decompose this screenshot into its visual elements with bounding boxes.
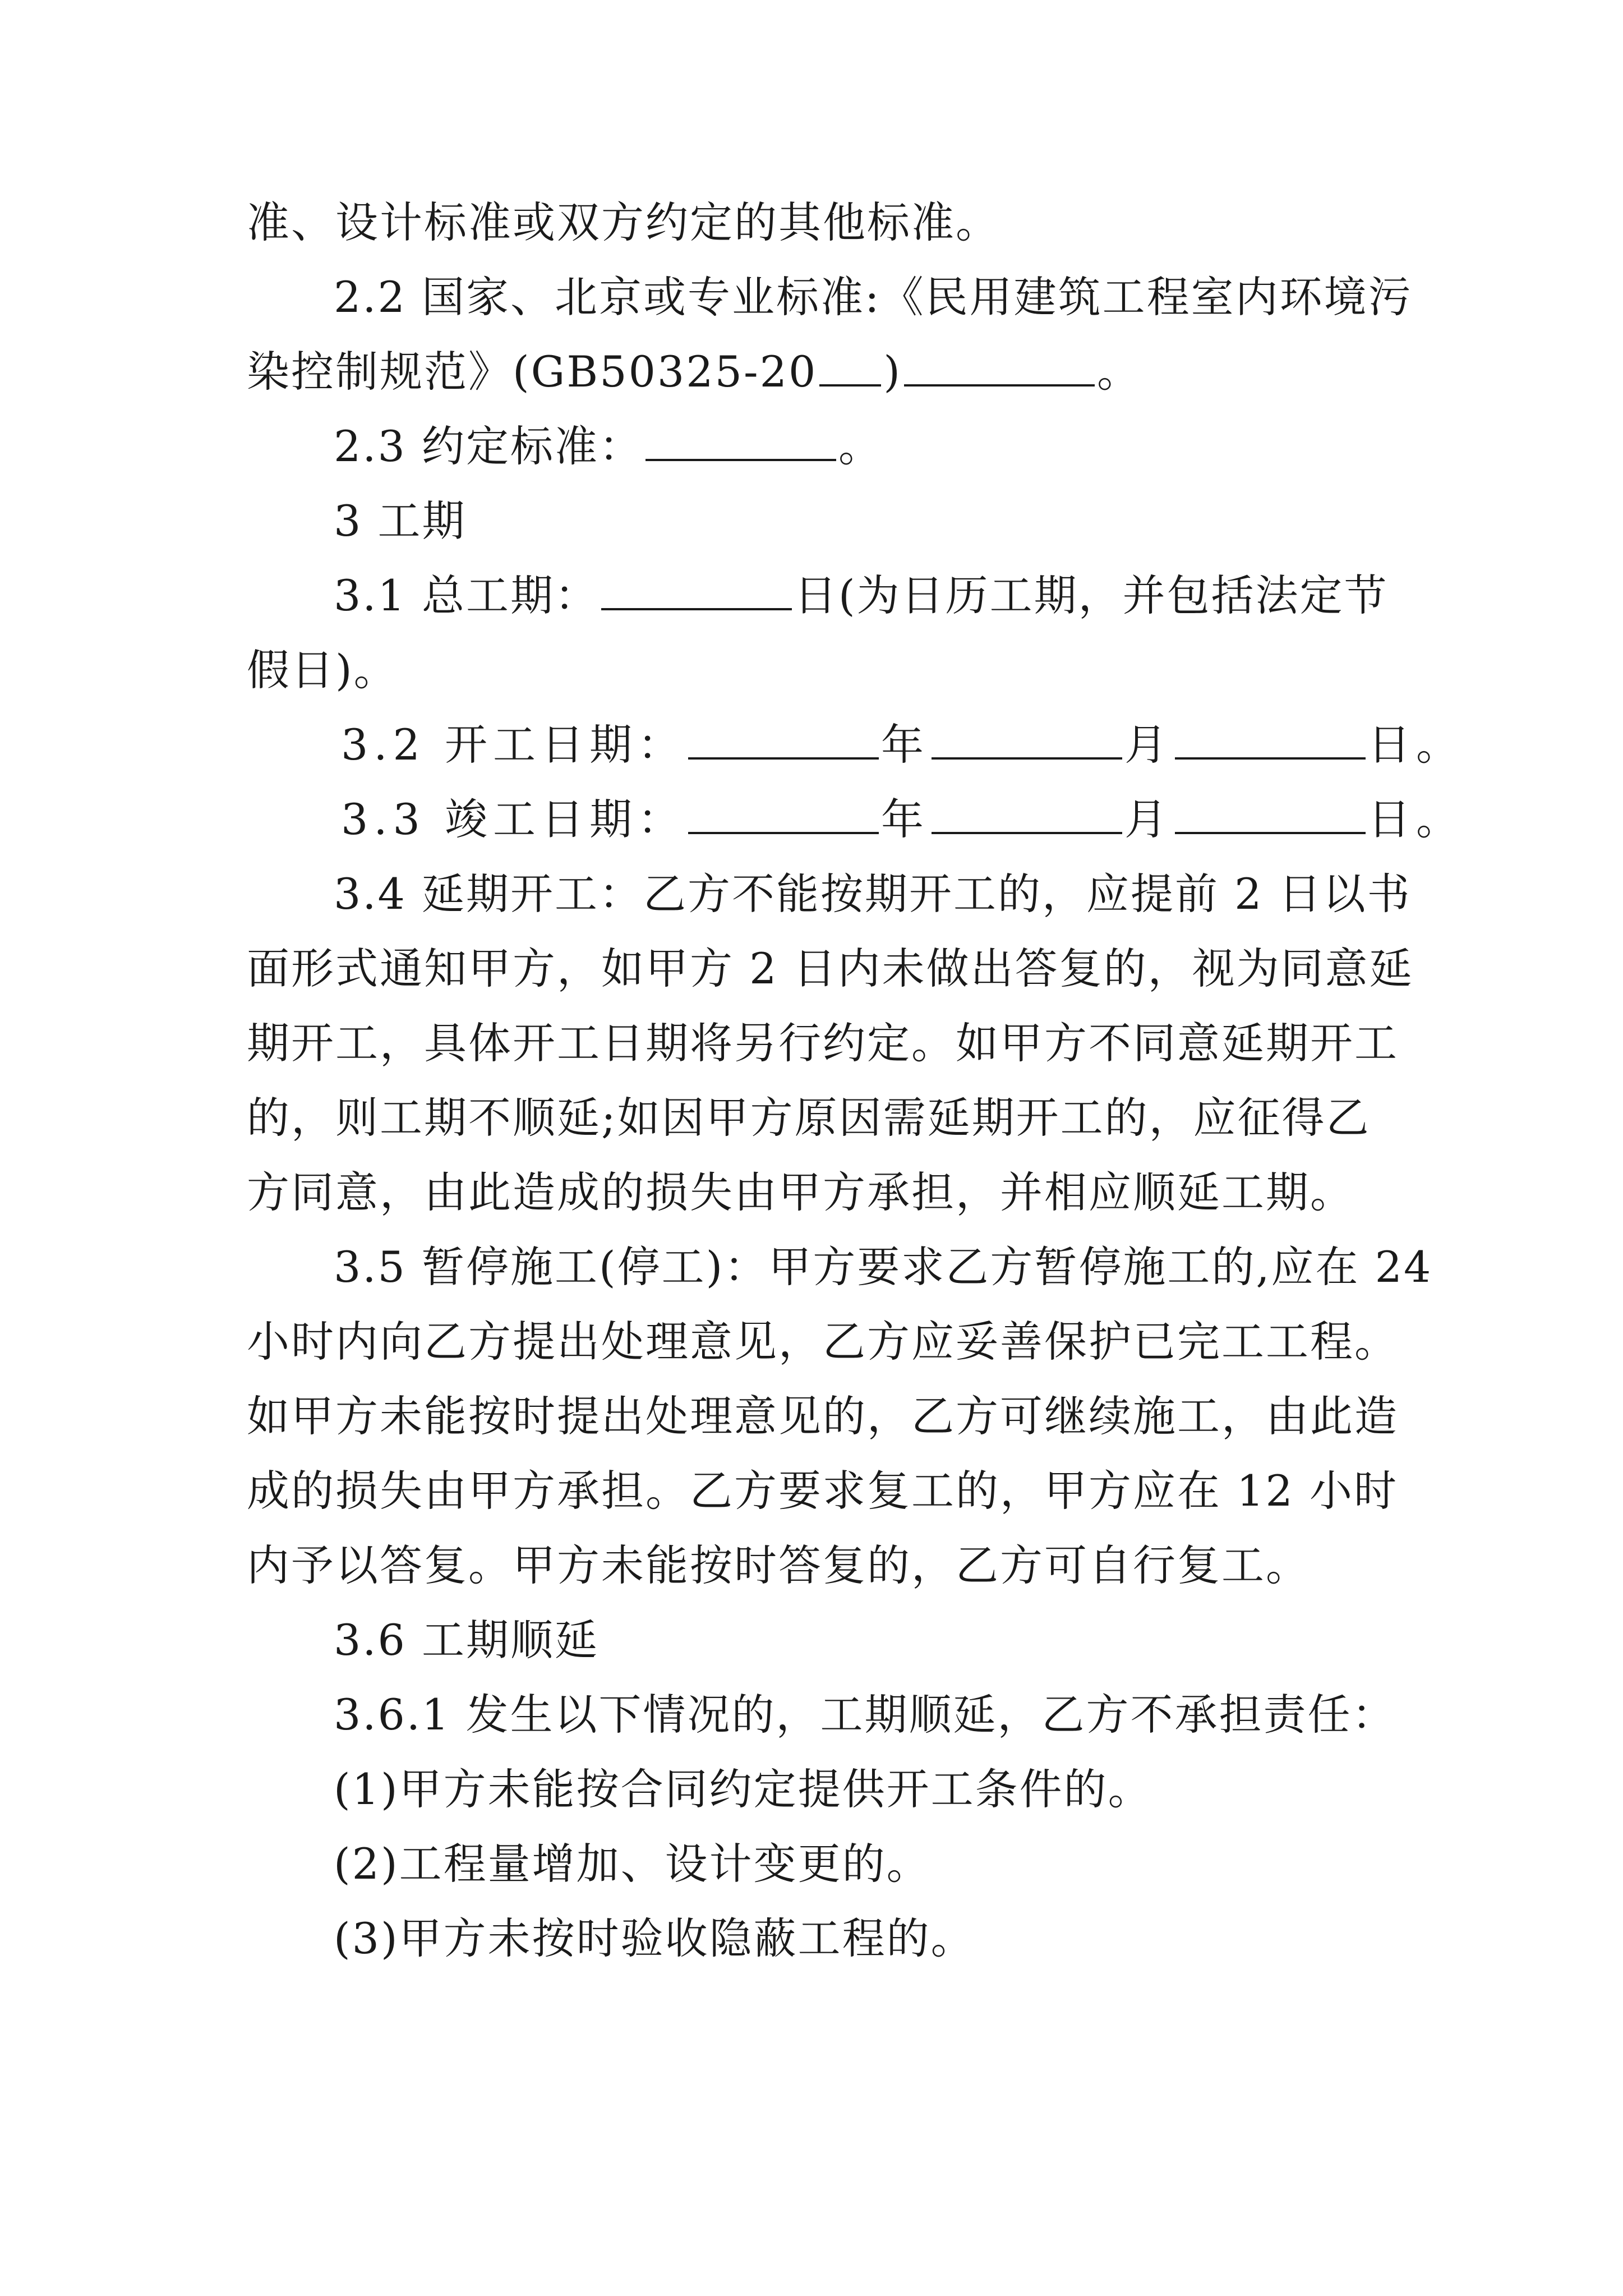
clause-2-2-cont (247, 334, 1413, 409)
fill-blank (1175, 718, 1366, 760)
list-item: (3)甲方未按时验收隐蔽工程的。 (334, 1913, 975, 1963)
fill-blank (904, 345, 1095, 386)
text-fragment: 日。 (1368, 794, 1465, 844)
clause-3-5-cont: 小时内向乙方提出处理意见，乙方应妥善保护已完工工程。 (247, 1317, 1399, 1366)
clause-3-5: 3.5 暂停施工(停工)：甲方要求乙方暂停施工的,应在 24 (334, 1242, 1433, 1292)
fill-blank (932, 718, 1122, 760)
clause-3-3 (247, 782, 1465, 857)
list-item: (2)工程量增加、设计变更的。 (334, 1839, 931, 1889)
clause-2-3 (247, 409, 1413, 484)
text-fragment: 。 (838, 421, 883, 471)
clause-3-4-cont: 面形式通知甲方，如甲方 2 日内未做出答复的，视为同意延 (247, 944, 1414, 993)
clause-3-6: 3.6 工期顺延 (334, 1615, 600, 1665)
clause-3-1 (247, 558, 1413, 633)
fill-blank (932, 793, 1122, 834)
text-fragment: 染控制规范》(GB50325-20 (247, 347, 818, 397)
fill-blank (688, 718, 879, 760)
clause-3-5-cont: 成的损失由甲方承担。乙方要求复工的，甲方应在 12 小时 (247, 1466, 1399, 1516)
text-fragment: 3.2 开工日期： (341, 720, 686, 770)
list-item: (1)甲方未能按合同约定提供开工条件的。 (334, 1764, 1152, 1814)
fill-blank (601, 569, 792, 610)
text-fragment: 日(为日历工期，并包括法定节 (794, 570, 1389, 620)
clause-3-4-cont: 期开工，具体开工日期将另行约定。如甲方不同意延期开工 (247, 1018, 1399, 1068)
fill-blank (1175, 793, 1366, 834)
clause-3-4-cont: 的，则工期不顺延;如因甲方原因需延期开工的，应征得乙 (247, 1093, 1371, 1143)
fill-blank (819, 345, 881, 386)
text-fragment: ) (883, 347, 902, 397)
clause-2-2: 2.2 国家、北京或专业标准:《民用建筑工程室内环境污 (334, 272, 1413, 322)
text-fragment: 日。 (1368, 720, 1465, 770)
document-page (247, 185, 1465, 1976)
clause-3-5-cont: 内予以答复。甲方未能按时答复的，乙方可自行复工。 (247, 1540, 1310, 1590)
text-fragment: 2.3 约定标准： (334, 421, 644, 471)
text-fragment: 3.1 总工期： (334, 570, 600, 620)
clause-3-1-cont: 假日)。 (247, 645, 398, 695)
clause-3-6-1: 3.6.1 发生以下情况的，工期顺延，乙方不承担责任： (334, 1690, 1396, 1740)
text-fragment: 月 (1124, 794, 1173, 844)
fill-blank (688, 793, 879, 834)
clause-3-2 (247, 707, 1465, 782)
fill-blank (645, 420, 836, 461)
text-fragment: 。 (1097, 347, 1142, 397)
text-fragment: 年 (881, 794, 930, 844)
text-line: 准、设计标准或双方约定的其他标准。 (247, 197, 1000, 247)
text-fragment: 年 (881, 720, 930, 770)
clause-3-4-cont: 方同意，由此造成的损失由甲方承担，并相应顺延工期。 (247, 1167, 1354, 1217)
clause-3-4: 3.4 延期开工：乙方不能按期开工的，应提前 2 日以书 (334, 869, 1412, 919)
section-heading-3: 3 工期 (334, 496, 467, 546)
clause-3-5-cont: 如甲方未能按时提出处理意见的，乙方可继续施工，由此造 (247, 1391, 1399, 1441)
text-fragment: 月 (1124, 720, 1173, 770)
text-fragment: 3.3 竣工日期： (341, 794, 686, 844)
